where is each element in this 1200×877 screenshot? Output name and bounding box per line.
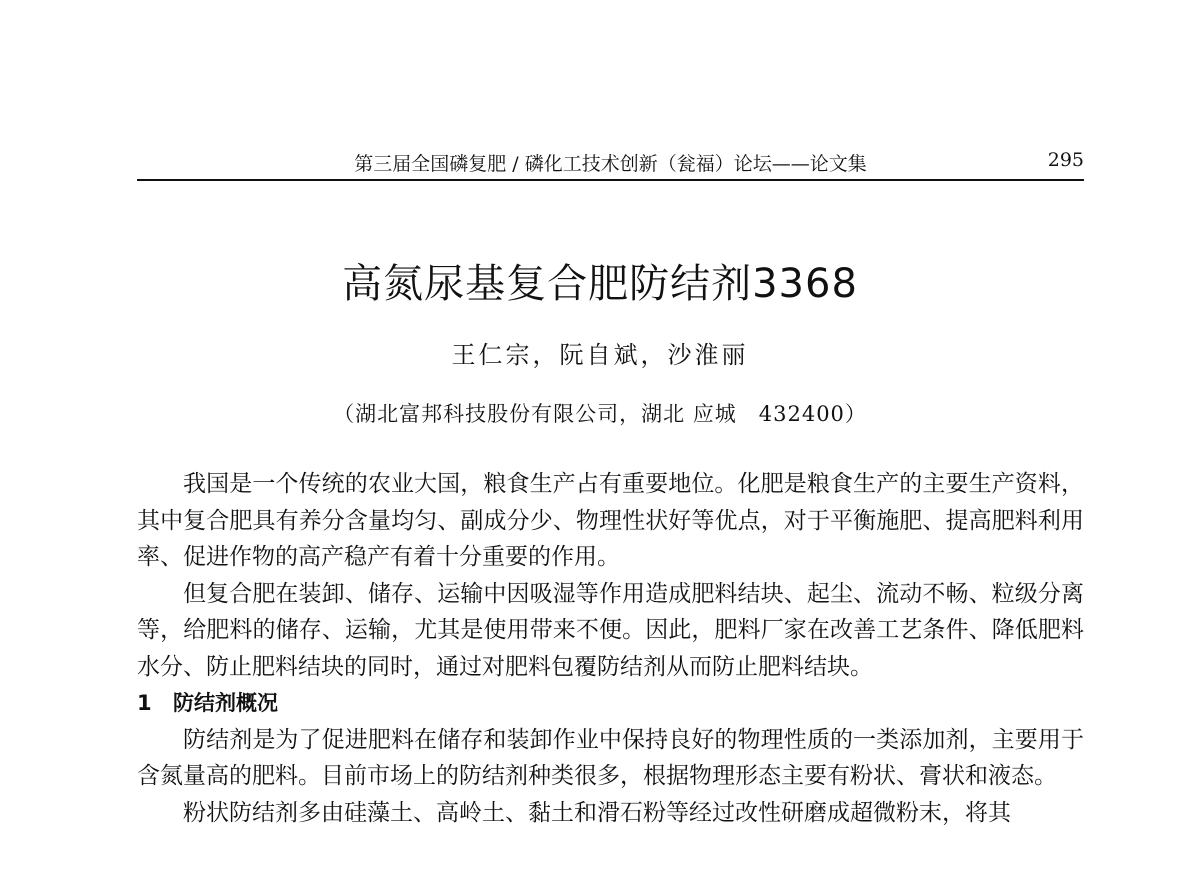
section-number: 1 (137, 691, 152, 715)
paragraph-1: 我国是一个传统的农业大国，粮食生产占有重要地位。化肥是粮食生产的主要生产资料，其中复合肥具有养分含量均匀、副成分少、物理性状好等优点，对于平衡施肥、提高肥料利用率、促进作物的高产稳产有着十分重要的作用。 (137, 471, 1084, 570)
article-title: 高氮尿基复合肥防结剂3368 (342, 261, 858, 307)
paragraph-4: 粉状防结剂多由硅藻土、高岭土、黏土和滑石粉等经过改性研磨成超微粉末，将其 (183, 799, 1011, 826)
section-title: 防结剂概况 (173, 691, 278, 715)
paragraph-2: 但复合肥在装卸、储存、运输中因吸湿等作用造成肥料结块、起尘、流动不畅、粒级分离等，给肥料的储存、运输，尤其是使用带来不便。因此，肥料厂家在改善工艺条件、降低肥料水分、防止肥料结块的同时，通过对肥料包覆防结剂从而防止肥料结块。 (137, 580, 1084, 680)
article-body (137, 466, 1084, 831)
article-affiliation: （湖北富邦科技股份有限公司，湖北 应城 432400） (333, 402, 867, 426)
page-number: 295 (1047, 149, 1084, 171)
journal-title: 第三届全国磷复肥 / 磷化工技术创新（瓮福）论坛——论文集 (354, 153, 867, 175)
article-authors: 王仁宗，阮自斌，沙淮丽 (451, 341, 749, 369)
section-heading-1 (137, 685, 1084, 722)
running-header (137, 147, 1084, 181)
paragraph-3: 防结剂是为了促进肥料在储存和装卸作业中保持良好的物理性质的一类添加剂，主要用于含氮量高的肥料。目前市场上的防结剂种类很多，根据物理形态主要有粉状、膏状和液态。 (137, 726, 1084, 789)
